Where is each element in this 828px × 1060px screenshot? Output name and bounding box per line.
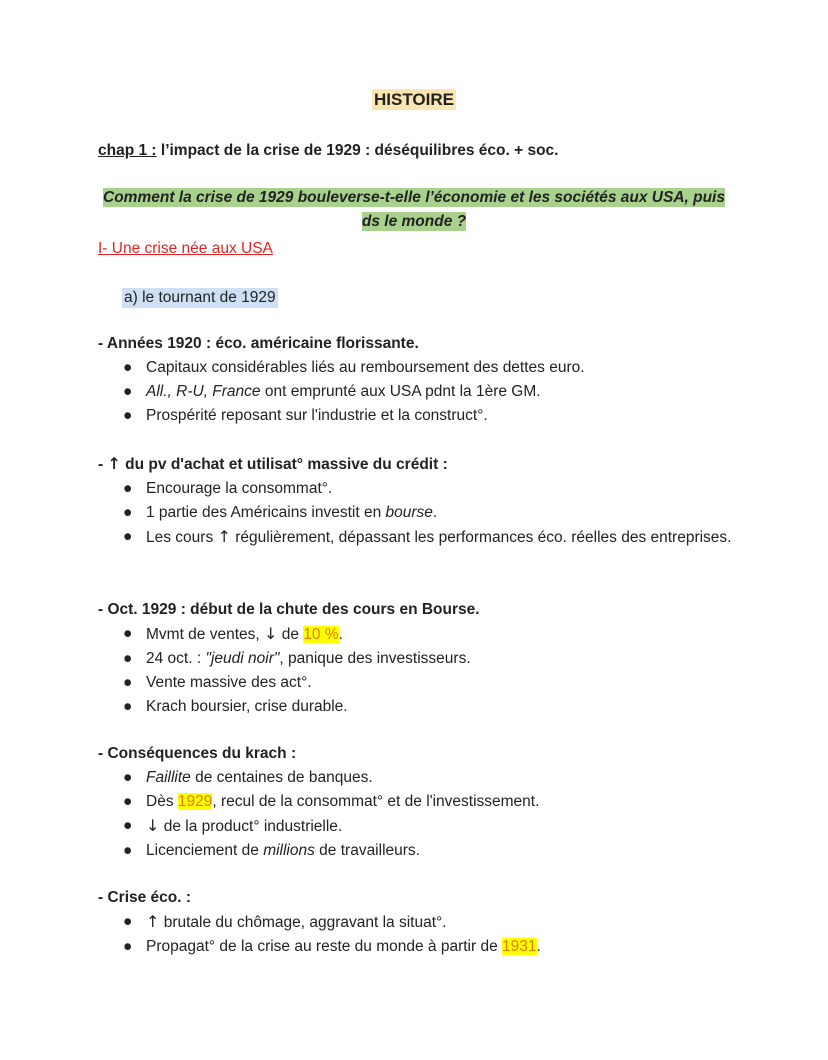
- bullet-icon: ●: [123, 674, 133, 691]
- bullet-icon: ●: [123, 383, 133, 400]
- bullet-icon: ●: [123, 359, 133, 376]
- list-item: ● Vente massive des act°.: [98, 671, 786, 695]
- list-item: ● Capitaux considérables liés au remboursement des dettes euro.: [98, 356, 786, 380]
- highlight-year: 1929: [177, 793, 213, 810]
- list-item: ● Dès 1929, recul de la consommat° et de l'investissement.: [98, 790, 786, 814]
- section-heading: - Conséquences du krach :: [98, 745, 297, 762]
- part-heading: I- Une crise née aux USA: [98, 240, 273, 257]
- highlight-percent: 10 %: [303, 626, 339, 643]
- bullet-icon: ●: [123, 698, 133, 715]
- list-item: ● Krach boursier, crise durable.: [98, 695, 786, 719]
- list-item: ● Mvmt de ventes, ↓ de 10 %.: [98, 622, 786, 647]
- bullet-list: [98, 910, 786, 959]
- list-item: ● ↑ brutale du chômage, aggravant la situat°.: [98, 910, 786, 935]
- bullet-icon: ●: [123, 650, 133, 667]
- bullet-list: [98, 622, 786, 719]
- bullet-icon: ●: [123, 504, 133, 521]
- list-item: ● Encourage la consommat°.: [98, 477, 786, 501]
- list-item: ● Faillite de centaines de banques.: [98, 766, 786, 790]
- list-item: ● ↓ de la product° industrielle.: [98, 814, 786, 839]
- arrow-down-icon: ↓: [146, 816, 160, 835]
- bullet-list: [98, 766, 786, 863]
- section-heading: - Crise éco. :: [98, 889, 192, 906]
- bullet-icon: ●: [123, 769, 133, 786]
- bullet-icon: ●: [123, 817, 133, 834]
- chapter-label: chap 1 :: [98, 142, 157, 159]
- bullet-icon: ●: [123, 842, 133, 859]
- list-item: ● Les cours ↑ régulièrement, dépassant les performances éco. réelles des entreprises.: [98, 525, 786, 550]
- chapter-heading: [98, 142, 558, 160]
- subpart-heading: a) le tournant de 1929: [124, 289, 276, 306]
- list-item: ● Prospérité reposant sur l'industrie et la construct°.: [98, 404, 786, 428]
- bullet-icon: ●: [123, 528, 133, 545]
- bullet-icon: ●: [123, 480, 133, 497]
- arrow-up-icon: ↑: [107, 454, 121, 473]
- chapter-text: l’impact de la crise de 1929 : déséquilibres éco. + soc.: [156, 142, 559, 159]
- arrow-up-icon: ↑: [217, 527, 231, 546]
- section-heading: - Oct. 1929 : début de la chute des cours en Bourse.: [98, 601, 480, 618]
- list-item: ● Propagat° de la crise au reste du monde à partir de 1931.: [98, 935, 786, 959]
- list-item: ● Licenciement de millions de travailleurs.: [98, 839, 786, 863]
- bullet-list: [98, 356, 786, 428]
- section-heading: - ↑ du pv d'achat et utilisat° massive du crédit :: [98, 454, 448, 473]
- arrow-up-icon: ↑: [146, 912, 160, 931]
- section-credit: [98, 452, 786, 550]
- list-item: ● All., R-U, France ont emprunté aux USA pdnt la 1ère GM.: [98, 380, 786, 404]
- bullet-icon: ●: [123, 793, 133, 810]
- bullet-list: [98, 477, 786, 550]
- section-annees-1920: [98, 332, 786, 428]
- section-oct-1929: [98, 598, 786, 719]
- arrow-down-icon: ↓: [264, 624, 278, 643]
- bullet-icon: ●: [123, 913, 133, 930]
- highlight-year: 1931: [502, 938, 537, 955]
- bullet-icon: ●: [123, 625, 133, 642]
- section-consequences: [98, 742, 786, 863]
- page-title: HISTOIRE: [374, 90, 454, 109]
- bullet-icon: ●: [123, 407, 133, 424]
- bullet-icon: ●: [123, 938, 133, 955]
- list-item: ● 24 oct. : "jeudi noir", panique des investisseurs.: [98, 647, 786, 671]
- section-crise-eco: [98, 886, 786, 959]
- section-heading: - Années 1920 : éco. américaine florissante.: [98, 335, 419, 352]
- list-item: ● 1 partie des Américains investit en bourse.: [98, 501, 786, 525]
- problematic-question: Comment la crise de 1929 bouleverse-t-elle l’économie et les sociétés aux USA, puis ds le monde ?: [103, 189, 725, 230]
